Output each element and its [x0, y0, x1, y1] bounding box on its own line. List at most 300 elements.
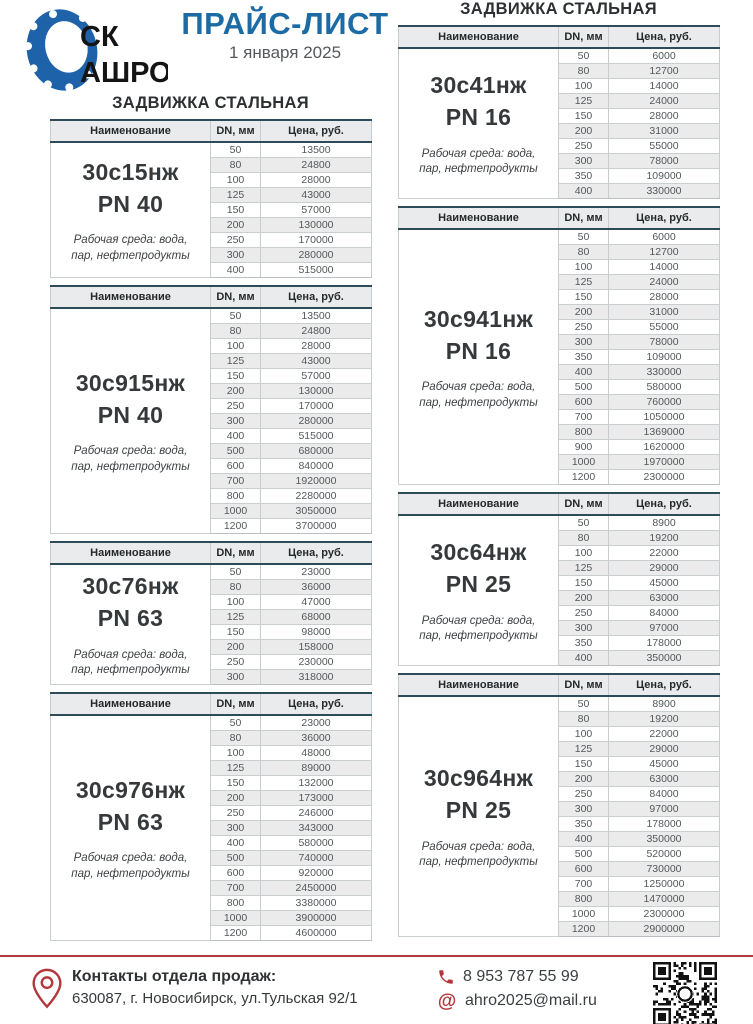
price-value: 13500	[261, 308, 372, 324]
product-pn: PN 40	[97, 401, 164, 428]
dn-value: 300	[559, 621, 609, 636]
price-value: 57000	[261, 203, 372, 218]
dn-value: 80	[559, 245, 609, 260]
dn-value: 80	[211, 731, 261, 746]
price-value: 23000	[261, 715, 372, 731]
price-value: 1250000	[609, 877, 720, 892]
product-cell	[51, 564, 211, 685]
price-value: 1970000	[609, 455, 720, 470]
table-header-row	[51, 693, 372, 715]
dn-value: 1200	[211, 519, 261, 534]
dn-value: 400	[211, 836, 261, 851]
dn-value: 600	[211, 459, 261, 474]
price-value: 45000	[609, 576, 720, 591]
product-name: 30с976нж	[75, 776, 186, 803]
page-subtitle: 1 января 2025	[228, 42, 342, 62]
dn-value: 125	[559, 742, 609, 757]
flange-icon	[18, 4, 168, 96]
product-cell	[399, 48, 559, 199]
price-value: 23000	[261, 564, 372, 580]
dn-value: 250	[559, 606, 609, 621]
price-value: 520000	[609, 847, 720, 862]
price-value: 84000	[609, 787, 720, 802]
dn-value: 100	[559, 79, 609, 94]
price-value: 1920000	[261, 474, 372, 489]
dn-value: 800	[559, 892, 609, 907]
working-medium: Рабочая среда: вода, пар, нефтепродукты	[71, 648, 190, 677]
dn-value: 300	[559, 154, 609, 169]
at-icon: @	[437, 990, 457, 1012]
contact-right-block	[437, 965, 597, 1013]
dn-value: 800	[211, 896, 261, 911]
dn-value: 125	[559, 275, 609, 290]
dn-value: 350	[559, 350, 609, 365]
working-medium: Рабочая среда: вода, пар, нефтепродукты	[419, 840, 538, 869]
price-value: 580000	[261, 836, 372, 851]
product-pn: PN 40	[97, 190, 164, 217]
price-value: 170000	[261, 399, 372, 414]
dn-value: 200	[211, 791, 261, 806]
dn-value: 350	[559, 636, 609, 651]
price-value: 280000	[261, 414, 372, 429]
product-pn: PN 16	[445, 104, 512, 131]
dn-value: 1000	[559, 455, 609, 470]
price-value: 36000	[261, 731, 372, 746]
product-cell	[399, 515, 559, 666]
price-value: 2300000	[609, 470, 720, 485]
price-value: 760000	[609, 395, 720, 410]
working-medium: Рабочая среда: вода, пар, нефтепродукты	[71, 445, 190, 473]
dn-value: 100	[211, 595, 261, 610]
phone-icon	[437, 968, 455, 986]
dn-value: 300	[559, 335, 609, 350]
dn-value: 400	[211, 429, 261, 444]
section-title-left: ЗАДВИЖКА СТАЛЬНАЯ	[112, 94, 309, 112]
column-header-dn: DN, мм	[559, 493, 609, 515]
dn-value: 700	[559, 877, 609, 892]
dn-value: 125	[211, 354, 261, 369]
dn-value: 80	[559, 531, 609, 546]
price-table	[398, 25, 720, 199]
price-table	[50, 692, 372, 941]
dn-value: 50	[559, 696, 609, 712]
dn-value: 100	[211, 173, 261, 188]
dn-value: 250	[559, 139, 609, 154]
price-value: 22000	[609, 546, 720, 561]
price-row	[399, 515, 720, 531]
price-row	[51, 564, 372, 580]
section-title-right: ЗАДВИЖКА СТАЛЬНАЯ	[460, 0, 657, 18]
email-address: ahro2025@mail.ru	[465, 992, 597, 1009]
price-table	[50, 285, 372, 534]
price-value: 14000	[609, 260, 720, 275]
dn-value: 300	[211, 414, 261, 429]
dn-value: 50	[211, 564, 261, 580]
dn-value: 250	[211, 399, 261, 414]
dn-value: 700	[211, 474, 261, 489]
dn-value: 300	[211, 670, 261, 685]
price-value: 158000	[261, 640, 372, 655]
price-value: 19200	[609, 531, 720, 546]
price-value: 230000	[261, 655, 372, 670]
product-name: 30с76нж	[82, 573, 179, 600]
price-value: 3050000	[261, 504, 372, 519]
dn-value: 500	[211, 444, 261, 459]
logo-text-line2: АШРО	[80, 57, 168, 89]
dn-value: 300	[211, 821, 261, 836]
dn-value: 200	[559, 591, 609, 606]
price-table	[398, 673, 720, 937]
company-logo	[18, 4, 168, 96]
dn-value: 300	[211, 248, 261, 263]
price-value: 97000	[609, 621, 720, 636]
table-header-row	[51, 542, 372, 564]
price-value: 29000	[609, 742, 720, 757]
column-header-price: Цена, руб.	[261, 693, 372, 715]
price-value: 2900000	[609, 922, 720, 937]
dn-value: 80	[559, 712, 609, 727]
dn-value: 1000	[559, 907, 609, 922]
price-value: 63000	[609, 772, 720, 787]
price-value: 13500	[261, 142, 372, 158]
price-value: 78000	[609, 335, 720, 350]
dn-value: 1000	[211, 911, 261, 926]
dn-value: 250	[211, 655, 261, 670]
dn-value: 800	[559, 425, 609, 440]
dn-value: 80	[211, 324, 261, 339]
price-value: 343000	[261, 821, 372, 836]
price-value: 920000	[261, 866, 372, 881]
product-name: 30с15нж	[82, 158, 179, 185]
dn-value: 300	[559, 802, 609, 817]
price-row	[51, 715, 372, 731]
price-value: 45000	[609, 757, 720, 772]
price-value: 3700000	[261, 519, 372, 534]
price-value: 740000	[261, 851, 372, 866]
column-header-dn: DN, мм	[211, 693, 261, 715]
price-value: 68000	[261, 610, 372, 625]
dn-value: 1000	[211, 504, 261, 519]
price-value: 47000	[261, 595, 372, 610]
dn-value: 200	[211, 218, 261, 233]
dn-value: 50	[211, 715, 261, 731]
price-value: 1050000	[609, 410, 720, 425]
product-pn: PN 63	[97, 605, 164, 632]
dn-value: 600	[559, 395, 609, 410]
dn-value: 900	[559, 440, 609, 455]
location-pin-icon	[30, 967, 64, 1016]
column-header-price: Цена, руб.	[609, 674, 720, 696]
price-value: 63000	[609, 591, 720, 606]
price-value: 8900	[609, 515, 720, 531]
dn-value: 400	[559, 651, 609, 666]
dn-value: 80	[211, 580, 261, 595]
dn-value: 50	[559, 515, 609, 531]
dn-value: 1200	[559, 922, 609, 937]
dn-value: 150	[559, 576, 609, 591]
dn-value: 500	[211, 851, 261, 866]
price-value: 57000	[261, 369, 372, 384]
dn-value: 50	[559, 229, 609, 245]
column-left	[50, 94, 371, 948]
price-row	[399, 229, 720, 245]
product-pn: PN 63	[97, 808, 164, 835]
column-header-price: Цена, руб.	[609, 26, 720, 48]
price-value: 109000	[609, 350, 720, 365]
dn-value: 200	[559, 772, 609, 787]
price-value: 130000	[261, 384, 372, 399]
working-medium: Рабочая среда: вода, пар, нефтепродукты	[419, 147, 538, 176]
price-value: 840000	[261, 459, 372, 474]
dn-value: 150	[211, 369, 261, 384]
dn-value: 100	[211, 746, 261, 761]
dn-value: 500	[559, 847, 609, 862]
column-right	[398, 0, 719, 944]
price-value: 97000	[609, 802, 720, 817]
column-header-name: Наименование	[51, 542, 211, 564]
price-value: 1620000	[609, 440, 720, 455]
title-block	[150, 8, 420, 63]
column-header-dn: DN, мм	[211, 542, 261, 564]
dn-value: 150	[211, 625, 261, 640]
price-value: 78000	[609, 154, 720, 169]
price-row	[399, 696, 720, 712]
price-value: 330000	[609, 365, 720, 380]
product-name: 30с964нж	[423, 765, 534, 792]
working-medium: Рабочая среда: вода, пар, нефтепродукты	[419, 614, 538, 643]
price-table	[50, 119, 372, 278]
column-header-price: Цена, руб.	[261, 120, 372, 142]
column-header-dn: DN, мм	[559, 207, 609, 229]
column-header-price: Цена, руб.	[609, 207, 720, 229]
price-value: 3900000	[261, 911, 372, 926]
product-pn: PN 25	[445, 797, 512, 824]
address: 630087, г. Новосибирск, ул.Тульская 92/1	[72, 990, 358, 1008]
price-value: 246000	[261, 806, 372, 821]
table-header-row	[51, 286, 372, 308]
price-value: 29000	[609, 561, 720, 576]
price-value: 28000	[609, 290, 720, 305]
price-value: 19200	[609, 712, 720, 727]
dn-value: 50	[211, 308, 261, 324]
dn-value: 1200	[211, 926, 261, 941]
dn-value: 100	[559, 260, 609, 275]
price-value: 580000	[609, 380, 720, 395]
price-value: 350000	[609, 651, 720, 666]
price-table	[398, 206, 720, 485]
dn-value: 200	[211, 384, 261, 399]
dn-value: 125	[559, 561, 609, 576]
price-value: 2300000	[609, 907, 720, 922]
price-value: 24800	[261, 324, 372, 339]
price-value: 24000	[609, 94, 720, 109]
price-value: 730000	[609, 862, 720, 877]
price-table	[398, 492, 720, 666]
dn-value: 200	[211, 640, 261, 655]
working-medium: Рабочая среда: вода, пар, нефтепродукты	[71, 852, 190, 880]
price-value: 24800	[261, 158, 372, 173]
price-value: 12700	[609, 64, 720, 79]
price-value: 98000	[261, 625, 372, 640]
product-pn: PN 25	[445, 571, 512, 598]
price-value: 24000	[609, 275, 720, 290]
dn-value: 800	[211, 489, 261, 504]
column-header-price: Цена, руб.	[261, 542, 372, 564]
dn-value: 150	[559, 109, 609, 124]
price-value: 12700	[609, 245, 720, 260]
price-value: 330000	[609, 184, 720, 199]
price-value: 132000	[261, 776, 372, 791]
price-value: 178000	[609, 636, 720, 651]
price-table	[50, 541, 372, 685]
product-cell	[51, 715, 211, 941]
column-header-name: Наименование	[51, 693, 211, 715]
column-header-name: Наименование	[51, 286, 211, 308]
column-header-name: Наименование	[399, 207, 559, 229]
price-value: 36000	[261, 580, 372, 595]
dn-value: 250	[211, 806, 261, 821]
product-name: 30с41нж	[430, 72, 527, 99]
price-value: 130000	[261, 218, 372, 233]
dn-value: 500	[559, 380, 609, 395]
dn-value: 250	[559, 787, 609, 802]
dn-value: 250	[559, 320, 609, 335]
dn-value: 200	[559, 124, 609, 139]
product-cell	[399, 696, 559, 937]
dn-value: 125	[559, 94, 609, 109]
dn-value: 150	[559, 290, 609, 305]
price-value: 3380000	[261, 896, 372, 911]
dn-value: 250	[211, 233, 261, 248]
page-title: ПРАЙС-ЛИСТ	[181, 6, 389, 41]
dn-value: 350	[559, 169, 609, 184]
product-name: 30с941нж	[423, 305, 534, 332]
price-row	[51, 142, 372, 158]
column-header-name: Наименование	[399, 26, 559, 48]
price-value: 43000	[261, 354, 372, 369]
price-value: 6000	[609, 229, 720, 245]
column-header-dn: DN, мм	[211, 120, 261, 142]
dn-value: 80	[211, 158, 261, 173]
column-header-name: Наименование	[399, 674, 559, 696]
price-value: 55000	[609, 320, 720, 335]
dn-value: 50	[211, 142, 261, 158]
price-value: 170000	[261, 233, 372, 248]
price-value: 515000	[261, 263, 372, 278]
price-value: 280000	[261, 248, 372, 263]
price-value: 173000	[261, 791, 372, 806]
price-value: 8900	[609, 696, 720, 712]
working-medium: Рабочая среда: вода, пар, нефтепродукты	[71, 234, 190, 262]
price-value: 515000	[261, 429, 372, 444]
dn-value: 150	[559, 757, 609, 772]
dn-value: 400	[559, 832, 609, 847]
dn-value: 50	[559, 48, 609, 64]
product-cell	[51, 142, 211, 278]
price-value: 680000	[261, 444, 372, 459]
price-value: 89000	[261, 761, 372, 776]
price-value: 55000	[609, 139, 720, 154]
table-header-row	[51, 120, 372, 142]
dn-value: 80	[559, 64, 609, 79]
price-value: 4600000	[261, 926, 372, 941]
dn-value: 125	[211, 761, 261, 776]
table-header-row	[399, 26, 720, 48]
price-value: 6000	[609, 48, 720, 64]
price-value: 14000	[609, 79, 720, 94]
dn-value: 700	[559, 410, 609, 425]
price-value: 28000	[609, 109, 720, 124]
table-header-row	[399, 493, 720, 515]
product-cell	[51, 308, 211, 534]
dn-value: 100	[559, 546, 609, 561]
dn-value: 400	[559, 365, 609, 380]
dn-value: 125	[211, 610, 261, 625]
dn-value: 700	[211, 881, 261, 896]
column-header-name: Наименование	[51, 120, 211, 142]
price-value: 2450000	[261, 881, 372, 896]
price-row	[51, 308, 372, 324]
dn-value: 100	[559, 727, 609, 742]
contacts-label: Контакты отдела продаж:	[72, 968, 277, 985]
price-value: 48000	[261, 746, 372, 761]
price-value: 318000	[261, 670, 372, 685]
price-value: 28000	[261, 339, 372, 354]
dn-value: 150	[211, 776, 261, 791]
contact-block	[72, 965, 358, 1011]
table-header-row	[399, 674, 720, 696]
product-name: 30с915нж	[75, 369, 186, 396]
column-header-price: Цена, руб.	[609, 493, 720, 515]
price-value: 1470000	[609, 892, 720, 907]
column-header-dn: DN, мм	[559, 674, 609, 696]
price-value: 2280000	[261, 489, 372, 504]
dn-value: 100	[211, 339, 261, 354]
column-header-name: Наименование	[399, 493, 559, 515]
price-value: 350000	[609, 832, 720, 847]
product-cell	[399, 229, 559, 485]
dn-value: 125	[211, 188, 261, 203]
dn-value: 600	[559, 862, 609, 877]
price-value: 1369000	[609, 425, 720, 440]
price-value: 28000	[261, 173, 372, 188]
dn-value: 600	[211, 866, 261, 881]
table-header-row	[399, 207, 720, 229]
phone-number: 8 953 787 55 99	[463, 968, 579, 985]
price-row	[399, 48, 720, 64]
column-header-price: Цена, руб.	[261, 286, 372, 308]
price-value: 178000	[609, 817, 720, 832]
price-value: 43000	[261, 188, 372, 203]
dn-value: 400	[211, 263, 261, 278]
column-header-dn: DN, мм	[559, 26, 609, 48]
footer	[0, 955, 753, 1024]
product-name: 30с64нж	[430, 539, 527, 566]
price-value: 31000	[609, 305, 720, 320]
qr-code	[653, 962, 717, 1024]
dn-value: 150	[211, 203, 261, 218]
price-value: 22000	[609, 727, 720, 742]
working-medium: Рабочая среда: вода, пар, нефтепродукты	[419, 381, 538, 409]
footer-divider	[0, 955, 753, 957]
price-value: 31000	[609, 124, 720, 139]
price-value: 109000	[609, 169, 720, 184]
dn-value: 1200	[559, 470, 609, 485]
dn-value: 350	[559, 817, 609, 832]
dn-value: 200	[559, 305, 609, 320]
dn-value: 400	[559, 184, 609, 199]
logo-text-line1: СК	[80, 21, 119, 53]
